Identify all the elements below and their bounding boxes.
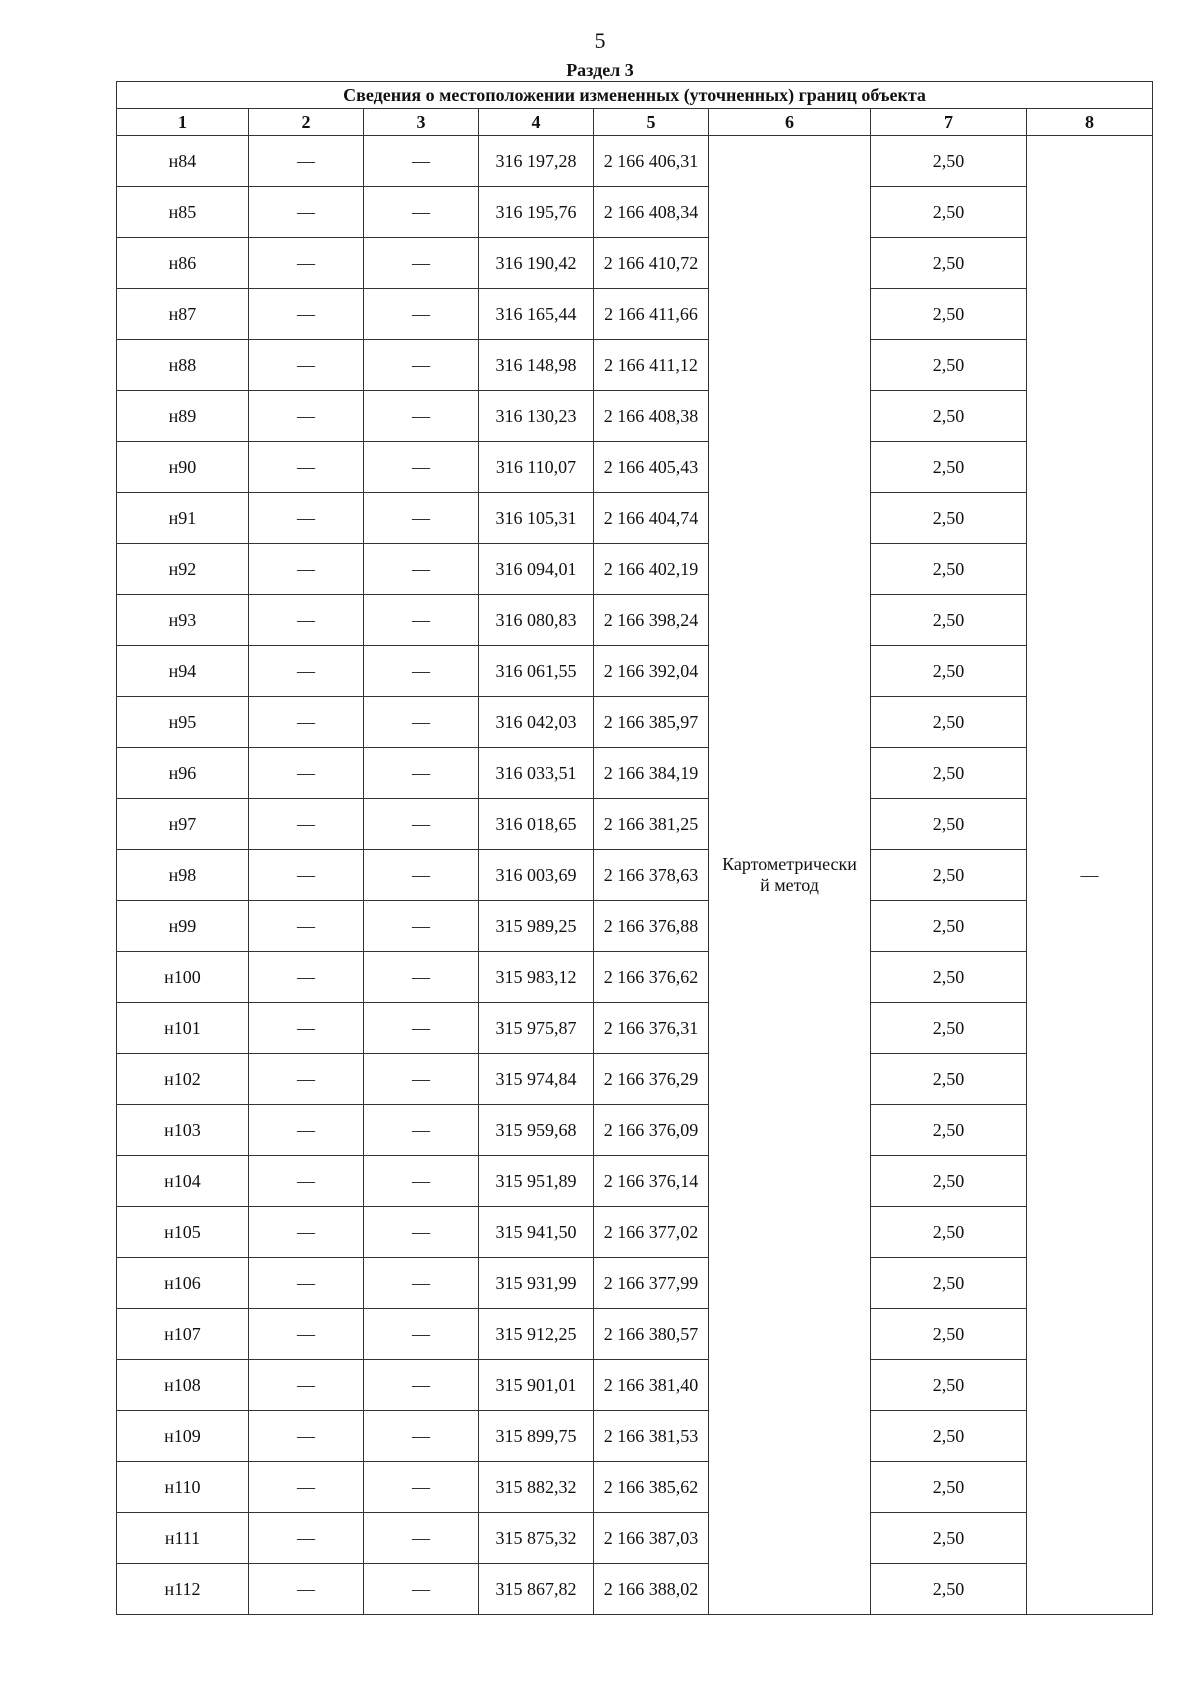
accuracy-cell: 2,50 [871,748,1027,799]
y-coordinate-cell: 2 166 406,31 [594,136,709,187]
accuracy-cell: 2,50 [871,799,1027,850]
table-row [117,595,1153,646]
x-coordinate-cell: 316 197,28 [479,136,594,187]
point-name-cell: н84 [117,136,249,187]
table-row [117,748,1153,799]
column-2-cell: — [249,1462,364,1513]
y-coordinate-cell: 2 166 388,02 [594,1564,709,1615]
point-name-cell: н101 [117,1003,249,1054]
column-3-cell: — [364,850,479,901]
column-2-cell: — [249,1513,364,1564]
x-coordinate-cell: 316 110,07 [479,442,594,493]
column-2-cell: — [249,646,364,697]
x-coordinate-cell: 315 899,75 [479,1411,594,1462]
x-coordinate-cell: 316 148,98 [479,340,594,391]
y-coordinate-cell: 2 166 377,99 [594,1258,709,1309]
column-2-cell: — [249,1309,364,1360]
column-3-cell: — [364,1207,479,1258]
table-row [117,136,1153,187]
accuracy-cell: 2,50 [871,136,1027,187]
accuracy-cell: 2,50 [871,1462,1027,1513]
table-caption-row [117,82,1153,109]
point-name-cell: н110 [117,1462,249,1513]
method-cell [709,136,871,1615]
x-coordinate-cell: 316 061,55 [479,646,594,697]
column-3-cell: — [364,1360,479,1411]
accuracy-cell: 2,50 [871,391,1027,442]
x-coordinate-cell: 316 130,23 [479,391,594,442]
table-row [117,544,1153,595]
y-coordinate-cell: 2 166 378,63 [594,850,709,901]
accuracy-cell: 2,50 [871,238,1027,289]
accuracy-cell: 2,50 [871,289,1027,340]
y-coordinate-cell: 2 166 392,04 [594,646,709,697]
accuracy-cell: 2,50 [871,952,1027,1003]
column-3-cell: — [364,289,479,340]
y-coordinate-cell: 2 166 376,09 [594,1105,709,1156]
column-number: 7 [871,109,1027,136]
table-row [117,238,1153,289]
table-row [117,1156,1153,1207]
column-3-cell: — [364,340,479,391]
x-coordinate-cell: 316 105,31 [479,493,594,544]
x-coordinate-cell: 315 901,01 [479,1360,594,1411]
column-2-cell: — [249,1411,364,1462]
y-coordinate-cell: 2 166 376,29 [594,1054,709,1105]
column-3-cell: — [364,595,479,646]
column-3-cell: — [364,1462,479,1513]
section-title: Раздел 3 [566,60,634,80]
column-3-cell: — [364,646,479,697]
accuracy-cell: 2,50 [871,187,1027,238]
point-name-cell: н108 [117,1360,249,1411]
table-row [117,1258,1153,1309]
column-2-cell: — [249,187,364,238]
accuracy-cell: 2,50 [871,1309,1027,1360]
column-2-cell: — [249,391,364,442]
y-coordinate-cell: 2 166 411,66 [594,289,709,340]
point-name-cell: н85 [117,187,249,238]
accuracy-cell: 2,50 [871,340,1027,391]
x-coordinate-cell: 316 165,44 [479,289,594,340]
table-row [117,1462,1153,1513]
accuracy-cell: 2,50 [871,1156,1027,1207]
column-3-cell: — [364,1054,479,1105]
method-line-1: Картометрически [722,854,857,874]
boundary-coordinates-table [116,81,1153,1615]
column-3-cell: — [364,901,479,952]
point-name-cell: н87 [117,289,249,340]
column-2-cell: — [249,1156,364,1207]
x-coordinate-cell: 316 080,83 [479,595,594,646]
table-row [117,1105,1153,1156]
x-coordinate-cell: 315 875,32 [479,1513,594,1564]
x-coordinate-cell: 315 951,89 [479,1156,594,1207]
column-3-cell: — [364,1411,479,1462]
x-coordinate-cell: 315 989,25 [479,901,594,952]
y-coordinate-cell: 2 166 385,97 [594,697,709,748]
point-name-cell: н99 [117,901,249,952]
point-name-cell: н97 [117,799,249,850]
column-2-cell: — [249,544,364,595]
point-name-cell: н86 [117,238,249,289]
column-3-cell: — [364,1513,479,1564]
table-caption: Сведения о местоположении измененных (уточненных) границ объекта [117,82,1153,109]
table-row [117,850,1153,901]
y-coordinate-cell: 2 166 381,53 [594,1411,709,1462]
x-coordinate-cell: 316 190,42 [479,238,594,289]
column-2-cell: — [249,1564,364,1615]
y-coordinate-cell: 2 166 380,57 [594,1309,709,1360]
point-name-cell: н98 [117,850,249,901]
column-number: 1 [117,109,249,136]
x-coordinate-cell: 316 042,03 [479,697,594,748]
column-3-cell: — [364,391,479,442]
column-2-cell: — [249,1258,364,1309]
y-coordinate-cell: 2 166 381,25 [594,799,709,850]
column-2-cell: — [249,952,364,1003]
table-row [117,493,1153,544]
column-2-cell: — [249,697,364,748]
point-name-cell: н111 [117,1513,249,1564]
point-name-cell: н106 [117,1258,249,1309]
column-number: 2 [249,109,364,136]
accuracy-cell: 2,50 [871,1513,1027,1564]
y-coordinate-cell: 2 166 387,03 [594,1513,709,1564]
table-row [117,340,1153,391]
y-coordinate-cell: 2 166 385,62 [594,1462,709,1513]
column-3-cell: — [364,136,479,187]
table-row [117,1003,1153,1054]
column-3-cell: — [364,238,479,289]
accuracy-cell: 2,50 [871,544,1027,595]
column-2-cell: — [249,1054,364,1105]
accuracy-cell: 2,50 [871,442,1027,493]
table-row [117,1513,1153,1564]
column-2-cell: — [249,850,364,901]
column-2-cell: — [249,1105,364,1156]
column-2-cell: — [249,1360,364,1411]
table-row [117,799,1153,850]
column-3-cell: — [364,1564,479,1615]
y-coordinate-cell: 2 166 376,88 [594,901,709,952]
accuracy-cell: 2,50 [871,1207,1027,1258]
column-2-cell: — [249,901,364,952]
page-number: 5 [594,28,606,53]
y-coordinate-cell: 2 166 411,12 [594,340,709,391]
accuracy-cell: 2,50 [871,493,1027,544]
y-coordinate-cell: 2 166 377,02 [594,1207,709,1258]
column-2-cell: — [249,442,364,493]
y-coordinate-cell: 2 166 405,43 [594,442,709,493]
accuracy-cell: 2,50 [871,697,1027,748]
accuracy-cell: 2,50 [871,1411,1027,1462]
x-coordinate-cell: 315 912,25 [479,1309,594,1360]
x-coordinate-cell: 316 033,51 [479,748,594,799]
accuracy-cell: 2,50 [871,646,1027,697]
column-number: 8 [1027,109,1153,136]
point-name-cell: н94 [117,646,249,697]
column-3-cell: — [364,493,479,544]
column-3-cell: — [364,1309,479,1360]
y-coordinate-cell: 2 166 408,38 [594,391,709,442]
column-3-cell: — [364,442,479,493]
method-line-2: й метод [760,875,819,895]
column-2-cell: — [249,289,364,340]
column-2-cell: — [249,1207,364,1258]
column-2-cell: — [249,340,364,391]
accuracy-cell: 2,50 [871,850,1027,901]
y-coordinate-cell: 2 166 376,31 [594,1003,709,1054]
y-coordinate-cell: 2 166 410,72 [594,238,709,289]
point-name-cell: н107 [117,1309,249,1360]
accuracy-cell: 2,50 [871,1105,1027,1156]
accuracy-cell: 2,50 [871,1360,1027,1411]
x-coordinate-cell: 316 094,01 [479,544,594,595]
table-row [117,289,1153,340]
column-3-cell: — [364,1156,479,1207]
x-coordinate-cell: 315 959,68 [479,1105,594,1156]
accuracy-cell: 2,50 [871,1003,1027,1054]
accuracy-cell: 2,50 [871,595,1027,646]
column-2-cell: — [249,493,364,544]
table-row [117,901,1153,952]
column-3-cell: — [364,1258,479,1309]
y-coordinate-cell: 2 166 404,74 [594,493,709,544]
point-name-cell: н92 [117,544,249,595]
point-name-cell: н103 [117,1105,249,1156]
column-3-cell: — [364,1105,479,1156]
x-coordinate-cell: 315 931,99 [479,1258,594,1309]
table-row [117,442,1153,493]
table-row [117,1360,1153,1411]
column-3-cell: — [364,1003,479,1054]
x-coordinate-cell: 316 195,76 [479,187,594,238]
point-name-cell: н89 [117,391,249,442]
column-number: 4 [479,109,594,136]
point-name-cell: н93 [117,595,249,646]
point-name-cell: н96 [117,748,249,799]
table-row [117,1411,1153,1462]
accuracy-cell: 2,50 [871,1564,1027,1615]
column-3-cell: — [364,544,479,595]
column-3-cell: — [364,799,479,850]
column-2-cell: — [249,748,364,799]
column-2-cell: — [249,1003,364,1054]
x-coordinate-cell: 316 003,69 [479,850,594,901]
y-coordinate-cell: 2 166 376,62 [594,952,709,1003]
x-coordinate-cell: 315 941,50 [479,1207,594,1258]
column-3-cell: — [364,748,479,799]
x-coordinate-cell: 315 975,87 [479,1003,594,1054]
accuracy-cell: 2,50 [871,1258,1027,1309]
y-coordinate-cell: 2 166 376,14 [594,1156,709,1207]
column-2-cell: — [249,595,364,646]
column-number-row [117,109,1153,136]
point-name-cell: н104 [117,1156,249,1207]
column-number: 3 [364,109,479,136]
point-name-cell: н112 [117,1564,249,1615]
table-row [117,187,1153,238]
x-coordinate-cell: 315 974,84 [479,1054,594,1105]
point-name-cell: н90 [117,442,249,493]
y-coordinate-cell: 2 166 408,34 [594,187,709,238]
x-coordinate-cell: 315 867,82 [479,1564,594,1615]
table-row [117,1207,1153,1258]
column-8-cell: — [1027,136,1153,1615]
y-coordinate-cell: 2 166 398,24 [594,595,709,646]
x-coordinate-cell: 316 018,65 [479,799,594,850]
column-number: 6 [709,109,871,136]
x-coordinate-cell: 315 983,12 [479,952,594,1003]
column-2-cell: — [249,136,364,187]
table-row [117,1564,1153,1615]
column-2-cell: — [249,799,364,850]
table-row [117,952,1153,1003]
y-coordinate-cell: 2 166 384,19 [594,748,709,799]
table-row [117,1309,1153,1360]
table-row [117,646,1153,697]
y-coordinate-cell: 2 166 381,40 [594,1360,709,1411]
column-3-cell: — [364,187,479,238]
point-name-cell: н100 [117,952,249,1003]
column-2-cell: — [249,238,364,289]
point-name-cell: н91 [117,493,249,544]
point-name-cell: н88 [117,340,249,391]
table-row [117,391,1153,442]
table-row [117,697,1153,748]
point-name-cell: н95 [117,697,249,748]
column-3-cell: — [364,952,479,1003]
point-name-cell: н102 [117,1054,249,1105]
column-3-cell: — [364,697,479,748]
column-number: 5 [594,109,709,136]
accuracy-cell: 2,50 [871,901,1027,952]
point-name-cell: н105 [117,1207,249,1258]
table-row [117,1054,1153,1105]
accuracy-cell: 2,50 [871,1054,1027,1105]
x-coordinate-cell: 315 882,32 [479,1462,594,1513]
point-name-cell: н109 [117,1411,249,1462]
y-coordinate-cell: 2 166 402,19 [594,544,709,595]
